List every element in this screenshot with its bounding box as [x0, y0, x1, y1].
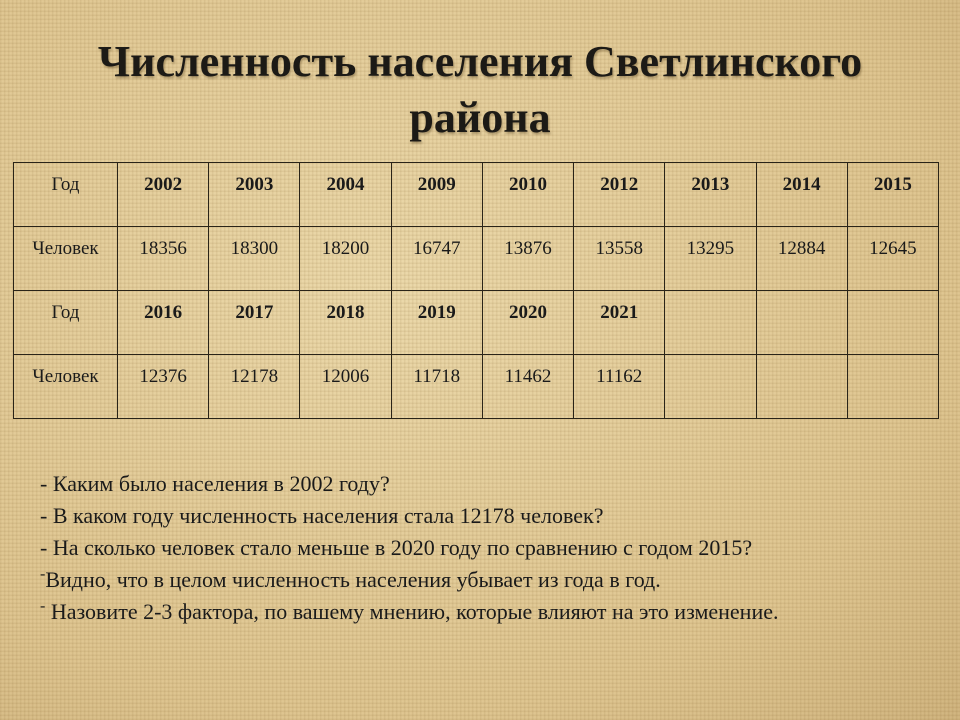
- table-cell: 11462: [482, 355, 573, 419]
- table-cell: 2021: [574, 291, 665, 355]
- table-cell: 13876: [482, 227, 573, 291]
- table-cell: 12006: [300, 355, 391, 419]
- table-cell: 2018: [300, 291, 391, 355]
- table-cell-empty: [665, 291, 756, 355]
- table-cell: 12645: [847, 227, 938, 291]
- table-row: [14, 163, 939, 227]
- table-cell: 18356: [118, 227, 209, 291]
- table-cell: 18200: [300, 227, 391, 291]
- question-item: - Каким было населения в 2002 году?: [40, 471, 390, 496]
- question-item: [40, 596, 920, 628]
- slide-title: [0, 34, 960, 146]
- table-cell-empty: [756, 291, 847, 355]
- table-cell: 2013: [665, 163, 756, 227]
- table-cell: 13558: [574, 227, 665, 291]
- slide-title-line2: района: [409, 93, 551, 142]
- table-cell: 12884: [756, 227, 847, 291]
- table-row: [14, 227, 939, 291]
- question-item: - В каком году численность населения стала 12178 человек?: [40, 503, 604, 528]
- table-cell: 12376: [118, 355, 209, 419]
- table-cell: 12178: [209, 355, 300, 419]
- table-cell: 2002: [118, 163, 209, 227]
- table-cell: 2012: [574, 163, 665, 227]
- table-row: [14, 355, 939, 419]
- table-cell-empty: [665, 355, 756, 419]
- table-cell: 16747: [391, 227, 482, 291]
- row-label: Год: [14, 163, 118, 227]
- row-label: Человек: [14, 355, 118, 419]
- table-cell: 11718: [391, 355, 482, 419]
- row-label: Человек: [14, 227, 118, 291]
- table-cell-empty: [847, 291, 938, 355]
- table-cell-empty: [756, 355, 847, 419]
- table-cell: 11162: [574, 355, 665, 419]
- table-cell: 2009: [391, 163, 482, 227]
- question-text: Назовите 2-3 фактора, по вашему мнению, которые влияют на это изменение.: [45, 599, 779, 624]
- slide-title-line1: Численность населения Светлинского: [97, 37, 863, 86]
- question-text: Видно, что в целом численность населения убывает из года в год.: [45, 567, 661, 592]
- row-label: Год: [14, 291, 118, 355]
- table-cell: 2019: [391, 291, 482, 355]
- table-cell: 2015: [847, 163, 938, 227]
- table-cell: 13295: [665, 227, 756, 291]
- table-cell: 2016: [118, 291, 209, 355]
- table-cell: 2003: [209, 163, 300, 227]
- bullet-dash: -: [40, 565, 46, 583]
- question-item: [40, 564, 920, 596]
- table-cell: 2010: [482, 163, 573, 227]
- question-item: - На сколько человек стало меньше в 2020 году по сравнению с годом 2015?: [40, 535, 753, 560]
- table-cell: 18300: [209, 227, 300, 291]
- question-list: [40, 468, 920, 628]
- table-cell: 2020: [482, 291, 573, 355]
- bullet-dash: -: [40, 597, 46, 615]
- table-cell-empty: [847, 355, 938, 419]
- table-row: [14, 291, 939, 355]
- population-table: [13, 162, 939, 419]
- table-cell: 2014: [756, 163, 847, 227]
- table-cell: 2004: [300, 163, 391, 227]
- table-cell: 2017: [209, 291, 300, 355]
